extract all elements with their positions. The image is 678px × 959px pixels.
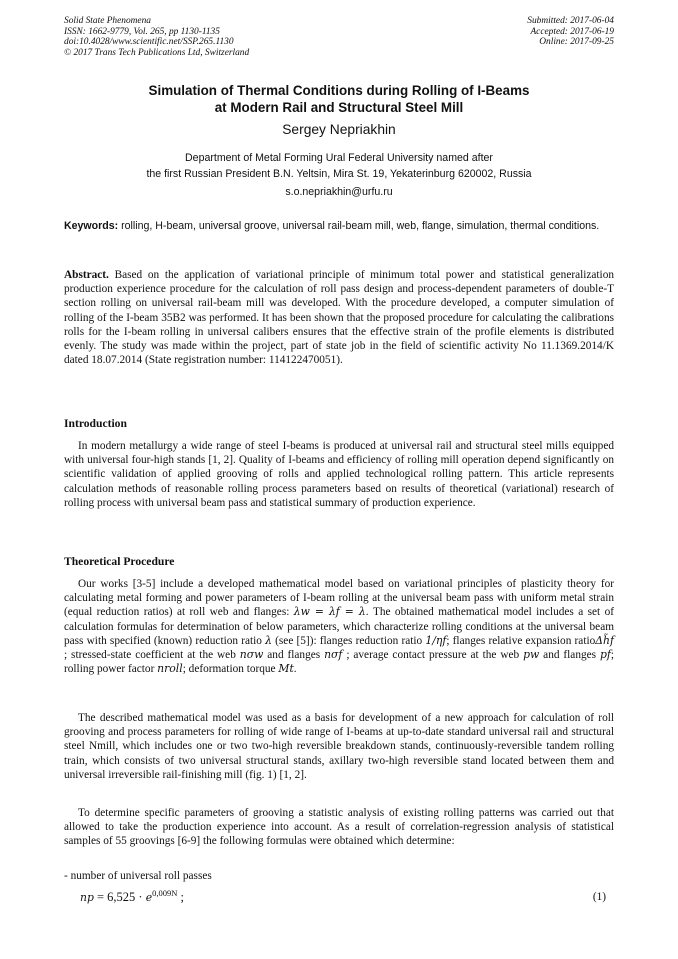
introduction-text: In modern metallurgy a wide range of steel I-beams is produced at universal rail and structural steel mills equipped with universal four-high stands [1, 2]. Quality of I-beams and efficiency of rolling mill operation depend significantly on scientific validation of applied grooving of rolls and applied technological rolling pattern. This article represents calculation methods of reasonable rolling process parameters based on results of theoretical (variational) research of rolling process with universal beam pass and statistical summary of production experience. (64, 440, 614, 509)
formula-lhs: np (80, 891, 94, 905)
theory-paragraph-2: The described mathematical model was used as a basis for development of a new approach for calculation of roll grooving and process parameters for rolling of wide range of I-beams at up-to-date standard universal rail and structural steel Nmill, which includes one or two two-high reversible breakdown stands, continuously-reversible tandem rolling train, which consists of two universal structural stands, axillary two-high reversible stand located between them and universal irreversible rail-finishing mill (fig. 1) [1, 2]. (64, 712, 614, 781)
text-run: and flanges (263, 649, 325, 662)
journal-doi[interactable]: doi:10.4028/www.scientific.net/SSP.265.1130 (64, 37, 234, 48)
text-run: ; average contact pressure at the web (342, 649, 524, 662)
paper-title (64, 83, 614, 116)
symbol-eta: 1/ηf (425, 633, 447, 647)
text-run: Our works [3-5] include a developed mathematical model based on variational principles of plasticity theory for calculating metal forming and power parameters of I-beam rolling at the universal beam pass with uniform metal strain (equal reduction ratios) at roll web and flanges: (64, 578, 614, 619)
date-accepted: Accepted: 2017-06-19 (530, 26, 614, 37)
symbol-delta-h: Δh̃f (595, 633, 614, 647)
formula-1 (80, 888, 184, 905)
theory-paragraph-1 (64, 577, 614, 676)
text-run: (see [5]): flanges reduction ratio (271, 634, 426, 647)
date-submitted: Submitted: 2017-06-04 (527, 16, 614, 26)
equation-reduction: λw = λf = λ (293, 605, 366, 619)
author-name: Sergey Nepriakhin (282, 122, 396, 137)
text-run: ; stressed-state coefficient at the web (64, 649, 240, 662)
date-online: Online: 2017-09-25 (539, 37, 614, 48)
text-run: ; deformation torque (182, 663, 279, 676)
affiliation-line-2: the first Russian President B.N. Yeltsin, Mira St. 19, Yekaterinburg 620002, Russia (146, 167, 532, 180)
author-email[interactable]: s.o.nepriakhin@urfu.ru (285, 186, 393, 198)
symbol-mt: Mt (278, 662, 294, 676)
abstract (64, 268, 614, 367)
abstract-label: Abstract. (64, 269, 109, 281)
journal-issn: ISSN: 1662-9779, Vol. 265, pp 1130-1135 (64, 26, 220, 37)
journal-copyright: © 2017 Trans Tech Publications Ltd, Switzerland (64, 47, 250, 58)
symbol-lambda: λ (265, 633, 272, 647)
text-run: ; flanges relative expansion ratio (446, 634, 596, 647)
introduction-heading: Introduction (64, 417, 127, 430)
formula-e: e (145, 891, 153, 905)
keywords (64, 219, 614, 234)
equation-number: (1) (592, 891, 606, 903)
formula-tail: ; (177, 890, 184, 905)
journal-name: Solid State Phenomena (64, 16, 151, 26)
publication-dates (527, 16, 614, 48)
keywords-label: Keywords: (64, 220, 119, 232)
symbol-pw: pw (523, 648, 540, 662)
symbol-n-sigma-f: nσf (324, 648, 343, 662)
theory-paragraph-3: To determine specific parameters of grooving a statistic analysis of existing rolling patterns was carried out that allowed to take the production experience into account. As a result of correlation-regression analysis of statistical samples of 55 groovings [6-9] the following formulas were obtained which determine: (64, 807, 614, 848)
text-run: . The obtained mathematical model includes a set of calculation formulas for determination of below parameters, which characterize rolling conditions at the universal beam pass with specified (known) reduction ratio (64, 606, 614, 647)
affiliation (64, 151, 614, 183)
symbol-n-roll: nroll (157, 662, 183, 676)
keywords-text: rolling, H-beam, universal groove, universal rail-beam mill, web, flange, simulation, thermal conditions. (118, 220, 600, 232)
formula-exponent: 0,009N (152, 888, 178, 898)
affiliation-line-1: Department of Metal Forming Ural Federal University named after (185, 152, 493, 164)
text-run: . (293, 663, 297, 676)
bullet-universal-passes: - number of universal roll passes (64, 870, 212, 882)
journal-info (64, 16, 249, 58)
text-run: ; rolling power factor (64, 649, 615, 676)
title-line-1: Simulation of Thermal Conditions during Rolling of I-Beams (148, 83, 530, 98)
theory-heading: Theoretical Procedure (64, 555, 175, 568)
symbol-pf: pf (599, 648, 611, 662)
formula-mid: = 6,525 · (93, 890, 146, 905)
text-run: and flanges (539, 649, 600, 662)
symbol-n-sigma-w: nσw (239, 648, 264, 662)
title-line-2: at Modern Rail and Structural Steel Mill (214, 99, 464, 115)
abstract-text: Based on the application of variational principle of minimum total power and statistical generalization production experience procedure for the calculation of roll pass design and process-dependent parameters of double-T section rolling on universal rail-beam mill was developed. With the procedure developed, a computer simulation of rolling of the I-beam 35B2 was performed. It has been shown that the proposed procedure for calculating the calibrations rolls for the I-beam rolling in universal calibers ensures that the effective strain of the profile elements is distributed evenly. The study was made within the project, part of state job in the field of scientific activity No 11.1369.2014/K dated 18.07.2014 (State registration number: 114122470051). (64, 269, 614, 367)
